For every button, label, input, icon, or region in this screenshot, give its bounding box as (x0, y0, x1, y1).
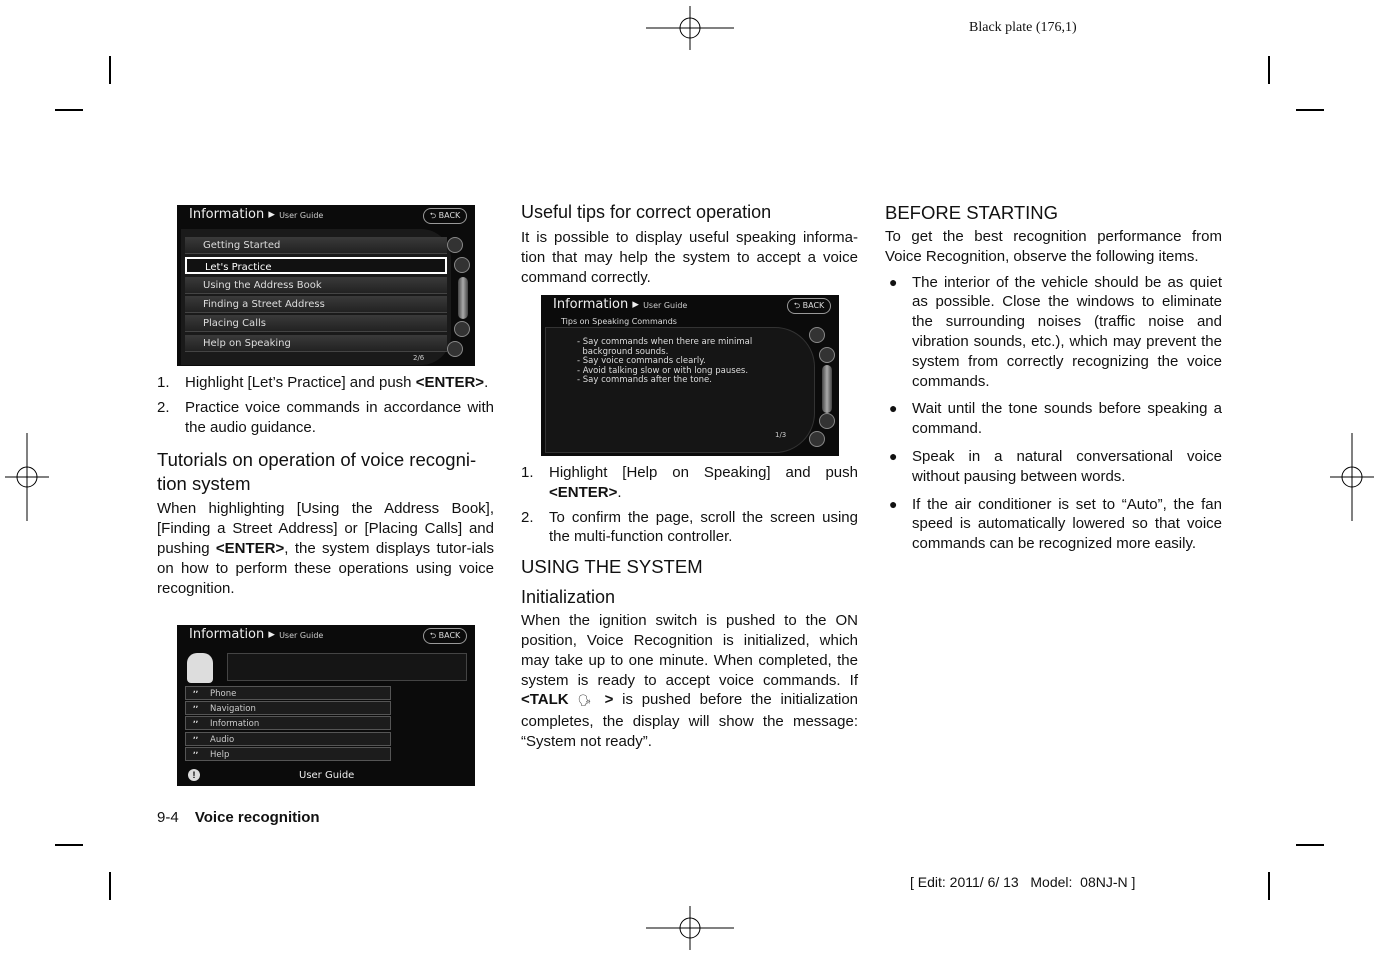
registration-mark-icon (646, 6, 734, 50)
menu-item: Getting Started (185, 237, 447, 254)
step-item: 1. Highlight [Let’s Practice] and push <ENTER>. (157, 374, 489, 391)
page-indicator: 1/3 (775, 431, 787, 439)
screenshot-user-guide-menu (177, 205, 475, 366)
crop-mark (1268, 56, 1270, 84)
voice-command-item: ʼʼ Help (185, 747, 391, 761)
crop-mark (1296, 109, 1324, 111)
tips-text: It is possible to display useful speaking informa-tion that may help the system to accept a voice command correctly. (521, 229, 858, 286)
back-button: ⮌ BACK (423, 208, 467, 224)
step-item: 2. Practice voice commands in accordance with the audio guidance. (157, 398, 494, 436)
screen-subtitle: Tips on Speaking Commands (561, 317, 677, 326)
menu-item: Placing Calls (185, 315, 447, 332)
screen-title: Information ▸ User Guide (189, 627, 324, 642)
scroll-down-icon (809, 431, 825, 447)
scroll-button-icon (447, 341, 463, 357)
bullet-list (885, 273, 1222, 554)
voice-command-item: ʼʼ Navigation (185, 701, 391, 715)
using-heading: USING THE SYSTEM (521, 556, 703, 578)
menu-item-selected: Let's Practice (185, 257, 447, 274)
column-1-steps (157, 373, 494, 598)
crop-mark (1268, 872, 1270, 900)
crop-mark (1296, 844, 1324, 846)
tutorials-text: When highlighting [Using the Address Book], [Finding a Street Address] or [Placing Calls] and pushing <ENTER>, the system displays tutor-ials on how to perform these operations using voice recognition. (157, 500, 494, 597)
page-number: 9-4 (157, 809, 179, 826)
column-2-tips (521, 201, 858, 287)
screenshot-voice-recognition (177, 625, 475, 786)
column-3-before-starting (885, 201, 1222, 562)
step-list (521, 463, 858, 547)
scroll-down-icon (454, 321, 470, 337)
scroll-button-icon (447, 237, 463, 253)
bullet-item: ● Speak in a natural conversational voice without pausing between words. (889, 447, 1222, 485)
registration-mark-icon (5, 433, 49, 521)
registration-mark-icon (646, 906, 734, 950)
scroll-button-icon (819, 413, 835, 429)
step-list (157, 373, 494, 437)
screen-title: Information ▸ User Guide (189, 207, 324, 222)
bullet-item: ● Wait until the tone sounds before speaking a command. (889, 400, 1222, 438)
before-starting-heading: BEFORE STARTING (885, 202, 1059, 223)
crop-mark (109, 872, 111, 900)
tutorials-heading: Tutorials on operation of voice recogni-tion system (157, 449, 477, 495)
step-item: 1. Highlight [Help on Speaking] and push <ENTER>. (521, 464, 858, 501)
crop-mark (109, 56, 111, 84)
screenshot-speaking-tips (541, 295, 839, 456)
tips-heading: Useful tips for correct operation (521, 202, 772, 222)
init-text: When the ignition switch is pushed to the ON position, Voice Recognition is initialized, which may take up to one minute. When completed, the system is ready to accept voice commands. If <TALK 🗣 > is pushed before the initialization completes, the display will show the message: “System not ready”. (521, 612, 859, 750)
menu-item: Help on Speaking (185, 335, 447, 352)
before-starting-intro: To get the best recognition performance from Voice Recognition, observe the following items. (885, 228, 1222, 265)
screen-footer-label: User Guide (299, 770, 355, 781)
page-footer (157, 809, 320, 826)
alert-icon: ! (188, 769, 200, 781)
edit-info: [ Edit: 2011/ 6/ 13 Model: 08NJ-N ] (910, 874, 1136, 890)
page-indicator: 2/6 (413, 354, 425, 362)
talk-icon: 🗣 (577, 695, 596, 708)
scroll-up-icon (454, 257, 470, 273)
screen-title: Information ▸ User Guide (553, 297, 688, 312)
bullet-item: ● If the air conditioner is set to “Auto”, the fan speed is automatically lowered so that voice commands can be recognized more easily. (889, 495, 1222, 553)
scroll-button-icon (819, 347, 835, 363)
speaker-icon (187, 653, 213, 683)
back-button: ⮌ BACK (787, 298, 831, 314)
step-item: 2. To confirm the page, scroll the screen using the multi-function controller. (521, 508, 858, 546)
registration-mark-icon (1330, 433, 1374, 521)
plate-label: Black plate (176,1) (969, 20, 1077, 35)
scrollbar (822, 365, 832, 413)
voice-command-item: ʼʼ Phone (185, 686, 391, 700)
menu-item: Finding a Street Address (185, 296, 447, 313)
section-name: Voice recognition (194, 809, 320, 826)
column-2-steps (521, 463, 858, 752)
crop-mark (55, 844, 83, 846)
crop-mark (55, 109, 83, 111)
voice-command-item: ʼʼ Information (185, 716, 391, 730)
init-heading: Initialization (521, 587, 616, 608)
back-button: ⮌ BACK (423, 628, 467, 644)
scroll-button-icon (809, 327, 825, 343)
bullet-item: ● The interior of the vehicle should be as quiet as possible. Close the windows to eliminate the surrounding noises (traffic noise and vibration sounds, etc.), which may prevent the system from correctly recognizing the voice commands. (889, 273, 1222, 390)
voice-command-item: ʼʼ Audio (185, 732, 391, 746)
menu-item: Using the Address Book (185, 277, 447, 294)
message-box (227, 653, 467, 681)
scrollbar (458, 277, 468, 319)
tips-content: - Say commands when there are minimal background sounds. - Say voice commands clearly. - Avoid talking slow or with long pauses. - Say commands after the tone. (577, 337, 753, 385)
